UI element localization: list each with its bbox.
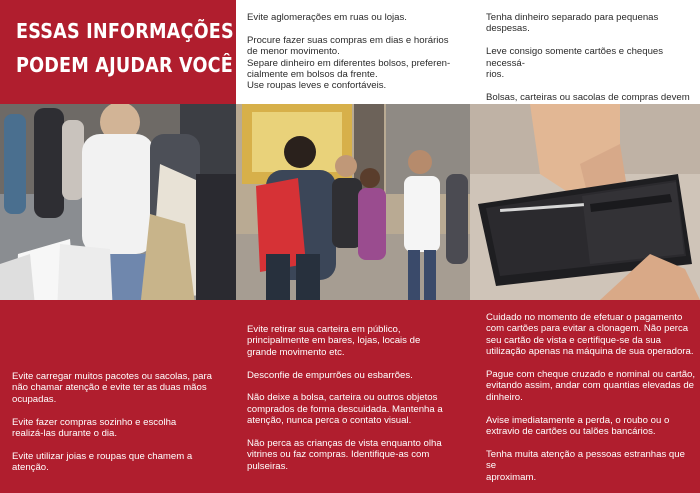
text-line: pulseiras. bbox=[247, 460, 289, 472]
text-line: utilização apenas na máquina de sua operadora. bbox=[486, 346, 694, 358]
tip-no-jewelry bbox=[12, 451, 230, 474]
text-line: vitrines ou faz compras. Identifique-as com bbox=[247, 449, 430, 461]
tip-crossed-check bbox=[486, 369, 696, 403]
text-line: Cuidado no momento de efetuar o pagamento bbox=[486, 312, 683, 323]
text-line: principalmente em bares, lojas, locais de bbox=[247, 335, 421, 347]
tip-pushes: Desconfie de empurrões ou esbarrões. bbox=[247, 369, 413, 381]
tips-bottom-left bbox=[12, 371, 230, 474]
text-line: Tenha muita atenção a pessoas estranhas que se bbox=[486, 448, 685, 472]
tip-report-loss bbox=[486, 415, 696, 438]
text-line: realizá-las durante o dia. bbox=[12, 428, 118, 440]
text-line: rios. bbox=[486, 69, 505, 81]
tip-avoid-crowds: Evite aglomerações em ruas ou lojas. bbox=[247, 12, 407, 23]
text-line: Separe dinheiro em diferentes bolsos, preferen- bbox=[247, 57, 451, 69]
wallet-card-image bbox=[470, 104, 700, 300]
tips-top-middle bbox=[247, 12, 469, 92]
text-line: de menor movimento. bbox=[247, 46, 340, 58]
text-line: com cartões para evitar a clonagem. Não perca bbox=[486, 323, 689, 335]
text-line: Evite utilizar joias e roupas que chamem a bbox=[12, 450, 193, 462]
title-line-2: PODEM AJUDAR VOCÊ bbox=[16, 53, 234, 77]
tip-not-alone bbox=[12, 417, 230, 440]
tip-cards-needed bbox=[486, 46, 696, 80]
tip-watch-belongings bbox=[247, 392, 469, 426]
text-line: Procure fazer suas compras em dias e horários bbox=[247, 34, 449, 46]
text-line: Bolsas, carteiras ou sacolas de compras devem bbox=[486, 91, 690, 103]
text-line: Evite fazer compras sozinho e escolha bbox=[12, 416, 177, 428]
tip-children bbox=[247, 438, 469, 472]
tip-wallet-public bbox=[247, 324, 469, 358]
tip-strangers bbox=[486, 449, 696, 483]
tip-small-money: Tenha dinheiro separado para pequenas despesas. bbox=[486, 12, 659, 35]
text-line: atenção, nunca perca o contato visual. bbox=[247, 415, 412, 427]
text-line: não chamar atenção e evite ter as duas mãos bbox=[12, 382, 207, 394]
text-line: ocupadas. bbox=[12, 393, 57, 405]
text-line: dinheiro. bbox=[486, 391, 523, 403]
crowd-street-image bbox=[236, 104, 470, 300]
page-title bbox=[16, 14, 234, 82]
title-line-1: ESSAS INFORMAÇÕES bbox=[16, 19, 234, 43]
tips-bottom-right bbox=[486, 312, 696, 483]
text-line: Use roupas leves e confortáveis. bbox=[247, 80, 387, 92]
text-line: Evite carregar muitos pacotes ou sacolas, para bbox=[12, 371, 212, 382]
text-line: Não deixe a bolsa, carteira ou outros objetos bbox=[247, 392, 438, 404]
text-line: grande movimento etc. bbox=[247, 346, 345, 358]
text-line: Pague com cheque cruzado e nominal ou cartão, bbox=[486, 369, 696, 381]
text-line: comprados de forma descuidada. Mantenha a bbox=[247, 403, 443, 415]
text-line: Leve consigo somente cartões e cheques necessá- bbox=[486, 46, 664, 69]
text-line: cialmente em bolsos da frente. bbox=[247, 69, 378, 81]
photo-wallet-card bbox=[470, 104, 700, 300]
text-line: aproximam. bbox=[486, 471, 537, 483]
text-line: extravio de cartões ou talões bancários. bbox=[486, 426, 656, 438]
tip-card-cloning bbox=[486, 312, 696, 358]
text-line: Evite retirar sua carteira em público, bbox=[247, 324, 401, 335]
title-banner bbox=[0, 0, 236, 104]
tips-bottom-middle bbox=[247, 324, 469, 472]
photo-crowd-street bbox=[236, 104, 470, 300]
text-line: Avise imediatamente a perda, o roubo ou o bbox=[486, 414, 670, 426]
tip-shopping-times bbox=[247, 35, 469, 92]
text-line: seu cartão de vista e certifique-se da sua bbox=[486, 334, 661, 346]
text-line: Não perca as crianças de vista enquanto olha bbox=[247, 438, 442, 450]
tip-few-packages bbox=[12, 371, 230, 405]
text-line: evitando assim, andar com quantias elevadas de bbox=[486, 380, 694, 392]
text-line: atenção. bbox=[12, 462, 49, 474]
